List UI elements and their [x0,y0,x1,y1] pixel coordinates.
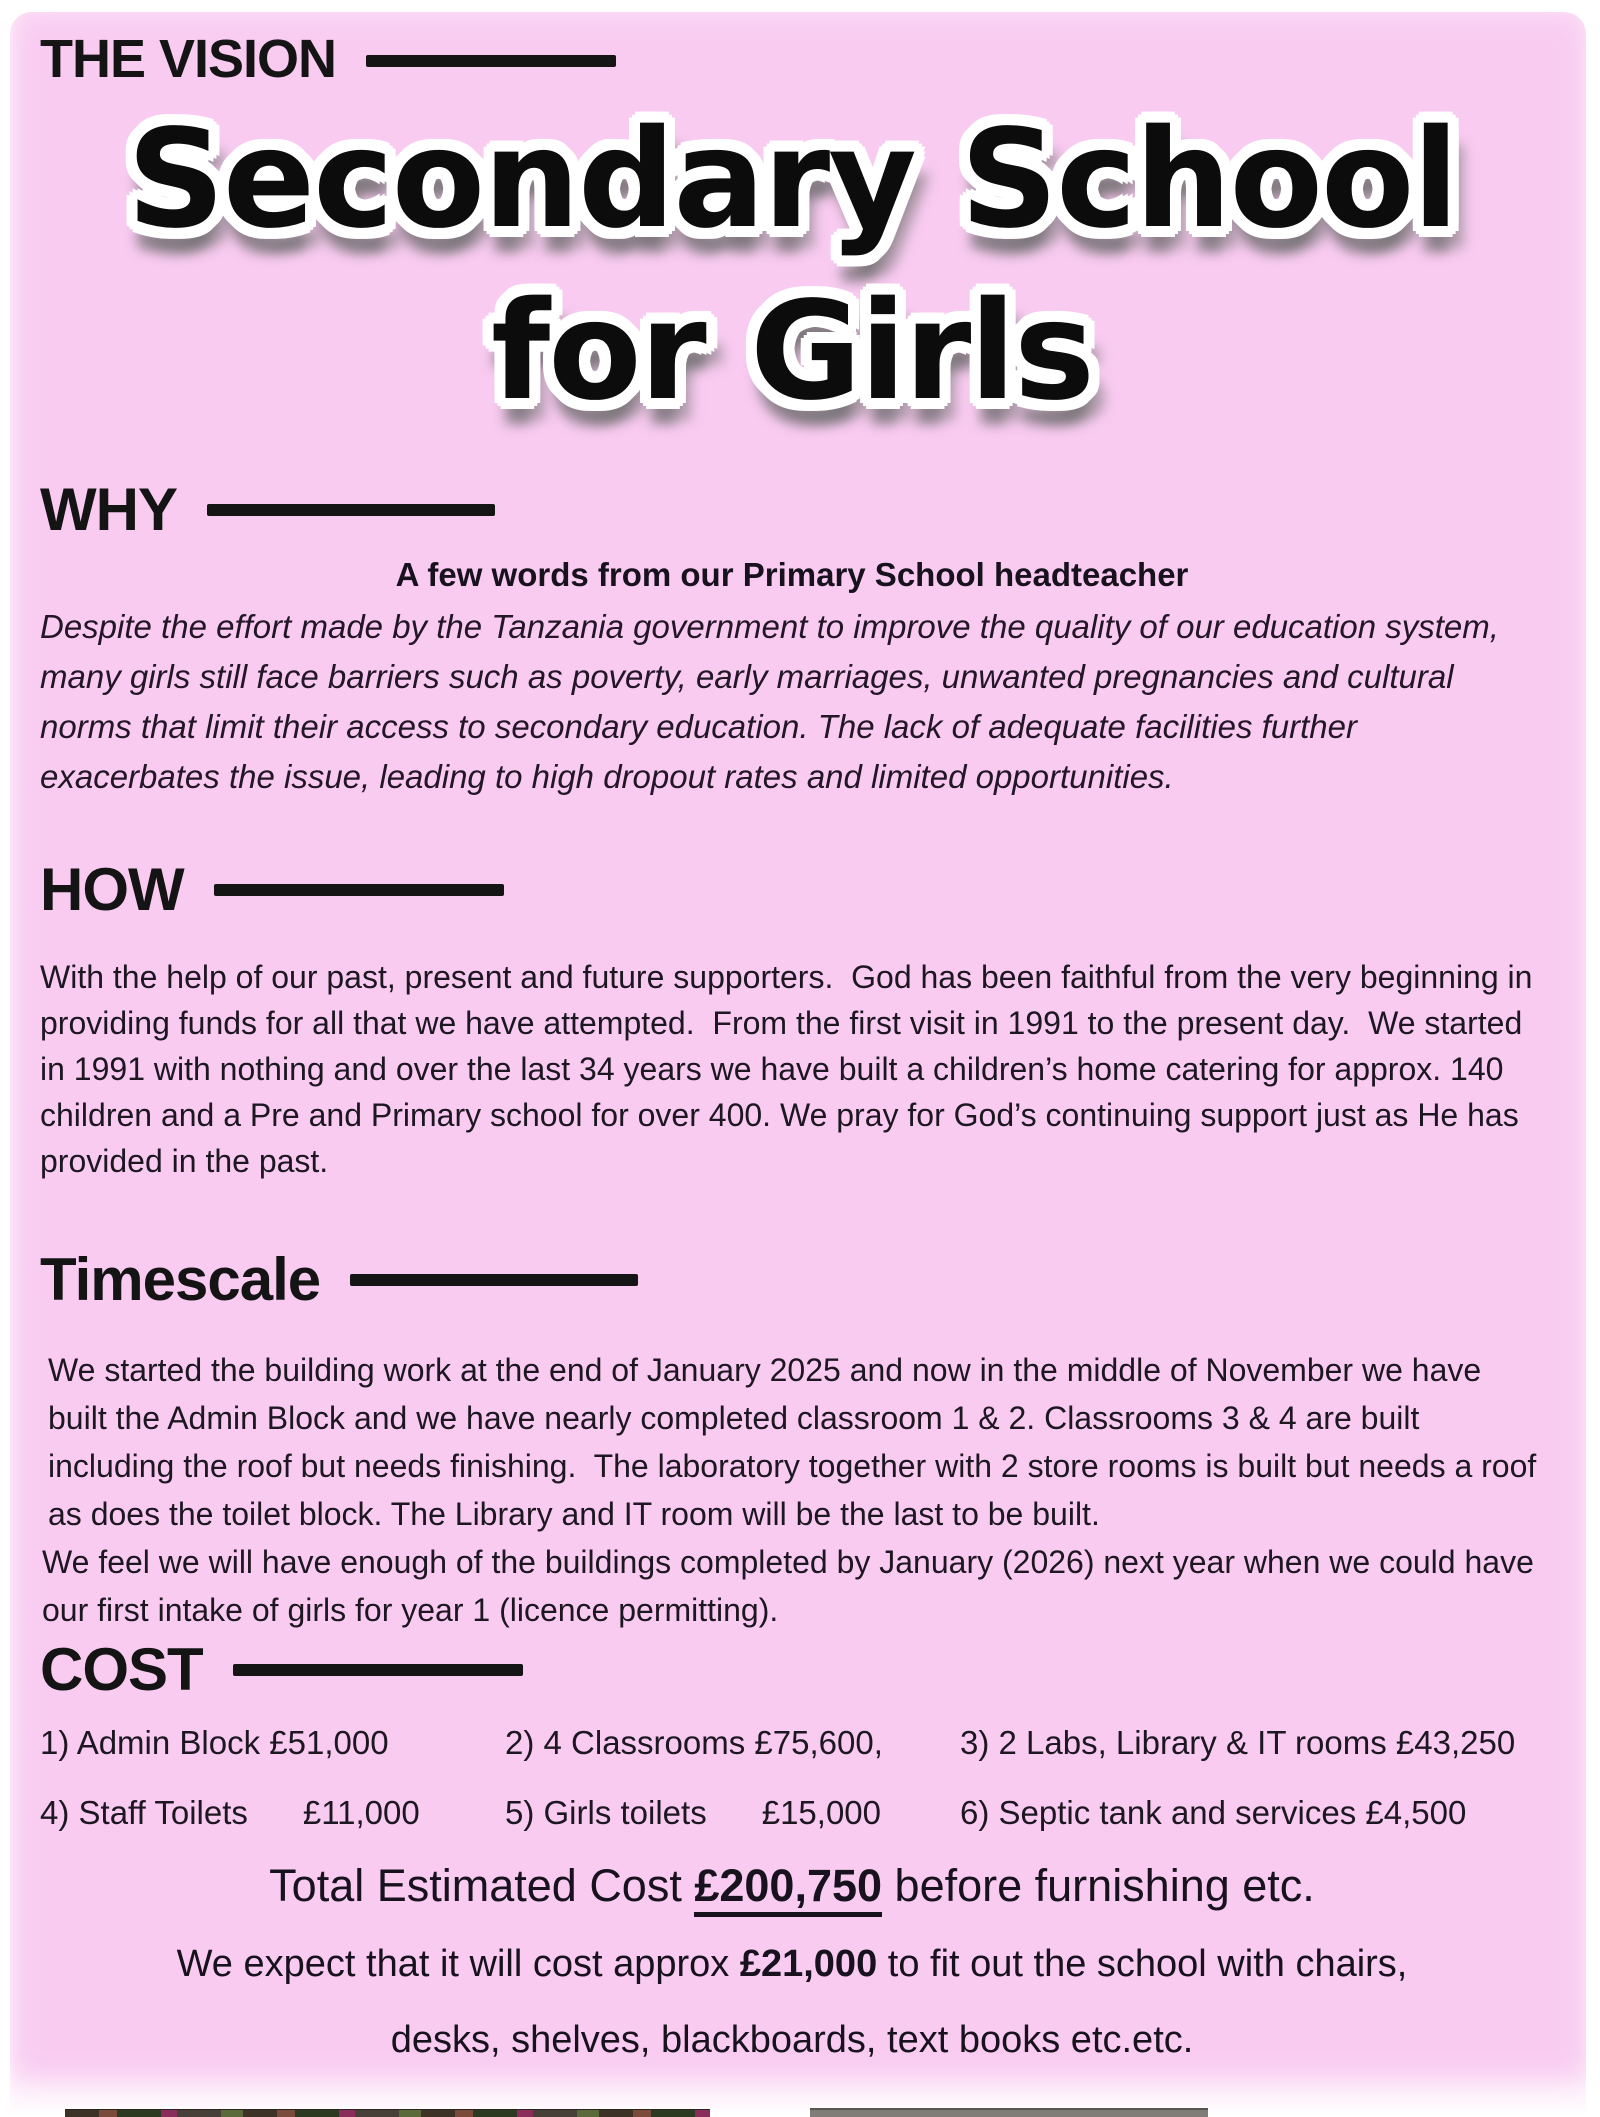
total-cost-suffix: before furnishing etc. [882,1860,1315,1911]
furnishing-suffix: to fit out the school with chairs, [877,1943,1408,1985]
cost-item-1: 1) Admin Block £51,000 [40,1724,389,1761]
cost-items-grid [40,1724,1544,1832]
cost-heading-row [40,1638,1544,1702]
cost-item-6: 6) Septic tank and services £4,500 [960,1794,1467,1831]
furnishing-amount: £21,000 [739,1943,878,1985]
vision-label: THE VISION [40,29,337,89]
how-heading: HOW [40,856,184,923]
why-paragraph: Despite the effort made by the Tanzania government to improve the quality of our education system, many girls still face barriers such as poverty, early marriages, unwanted pregnancies and cultural norms that limit their access to secondary education. The lack of adequate facilities further exacerbates the issue, leading to high dropout rates and limited opportunities. [40,608,1499,795]
vision-heading-row [40,30,1544,88]
how-rule [214,884,504,896]
timescale-heading-row [40,1248,1544,1312]
total-cost-line [40,1858,1544,1914]
main-title [40,94,1544,438]
furnishing-line-2: desks, shelves, blackboards, text books etc.etc. [390,2019,1194,2061]
how-paragraph: With the help of our past, present and future supporters. God has been faithful from the very beginning in providing funds for all that we have attempted. From the first visit in 1991 to the present day. We started in 1991 with nothing and over the last 34 years we have built a children’s home catering for approx. 140 children and a Pre and Primary school for over 400. We pray for God’s continuing support just as He has provided in the past. [40,959,1533,1179]
timescale-heading: Timescale [40,1246,321,1313]
cost-item-2: 2) 4 Classrooms £75,600, [505,1724,883,1761]
furnishing-line-1 [40,1940,1544,1988]
photo-strip-left [65,2109,710,2117]
why-subheading: A few words from our Primary School headteacher [395,556,1189,593]
timescale-rule [350,1274,638,1286]
why-heading: WHY [40,476,177,543]
how-heading-row [40,858,1544,922]
why-rule [207,504,495,516]
total-cost-prefix: Total Estimated Cost [269,1860,695,1911]
main-title-line2: for Girls [491,273,1093,431]
main-title-line1: Secondary School [126,101,1458,259]
total-cost-amount: £200,750 [694,1860,882,1917]
why-heading-row [40,478,1544,542]
cost-rule [233,1664,523,1676]
photo-strip-right [810,2108,1208,2117]
timescale-paragraph-1: We started the building work at the end of January 2025 and now in the middle of November we have built the Admin Block and we have nearly completed classroom 1 & 2. Classrooms 3 & 4 are built including the roof but needs finishing. The laboratory together with 2 store rooms is built but needs a roof as does the toilet block. The Library and IT room will be the last to be built. [48,1352,1537,1532]
cost-heading: COST [40,1636,203,1703]
furnishing-prefix: We expect that it will cost approx [176,1943,740,1985]
cost-item-3: 3) 2 Labs, Library & IT rooms £43,250 [960,1724,1516,1761]
cost-item-5: 5) Girls toilets £15,000 [505,1794,882,1831]
cost-item-4: 4) Staff Toilets £11,000 [40,1794,420,1831]
timescale-paragraph-2: We feel we will have enough of the buildings completed by January (2026) next year when we could have our first intake of girls for year 1 (licence permitting). [42,1544,1534,1628]
vision-rule [366,55,616,67]
